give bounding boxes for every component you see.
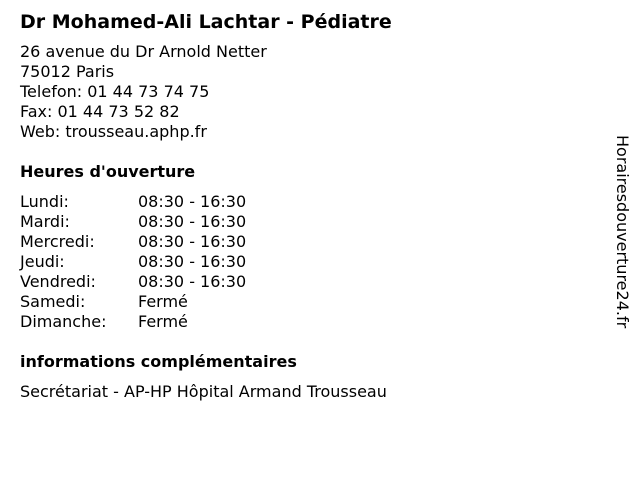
address-city: 75012 Paris <box>20 62 115 81</box>
fax-number: Fax: 01 44 73 52 82 <box>20 102 180 121</box>
day-hours: 08:30 - 16:30 <box>138 212 247 231</box>
phone-number: Telefon: 01 44 73 74 75 <box>20 82 210 101</box>
day-hours: 08:30 - 16:30 <box>138 192 247 211</box>
opening-hours-heading: Heures d'ouverture <box>20 162 196 181</box>
practitioner-card <box>20 8 600 402</box>
day-hours: Fermé <box>138 312 188 331</box>
practitioner-title: Dr Mohamed-Ali Lachtar - Pédiatre <box>20 11 392 33</box>
day-label: Samedi: <box>20 292 86 311</box>
day-label: Mardi: <box>20 212 70 231</box>
day-label: Vendredi: <box>20 272 96 291</box>
site-brand: Horairesdouverture24.fr <box>613 135 632 329</box>
hours-row-wednesday <box>20 232 246 252</box>
website: Web: trousseau.aphp.fr <box>20 122 207 141</box>
day-label: Lundi: <box>20 192 69 211</box>
day-hours: 08:30 - 16:30 <box>138 272 247 291</box>
day-hours: Fermé <box>138 292 188 311</box>
day-label: Mercredi: <box>20 232 95 251</box>
address-street: 26 avenue du Dr Arnold Netter <box>20 42 267 61</box>
hours-row-monday <box>20 192 246 212</box>
day-label: Jeudi: <box>20 252 65 271</box>
day-hours: 08:30 - 16:30 <box>138 252 247 271</box>
day-hours: 08:30 - 16:30 <box>138 232 247 251</box>
hours-row-thursday <box>20 252 246 272</box>
additional-info-text: Secrétariat - AP-HP Hôpital Armand Trousseau <box>20 382 387 401</box>
hours-row-saturday <box>20 292 246 312</box>
additional-info-heading: informations complémentaires <box>20 352 297 371</box>
hours-row-tuesday <box>20 212 246 232</box>
day-label: Dimanche: <box>20 312 107 331</box>
hours-row-friday <box>20 272 246 292</box>
hours-row-sunday <box>20 312 246 332</box>
opening-hours-table <box>20 192 246 332</box>
